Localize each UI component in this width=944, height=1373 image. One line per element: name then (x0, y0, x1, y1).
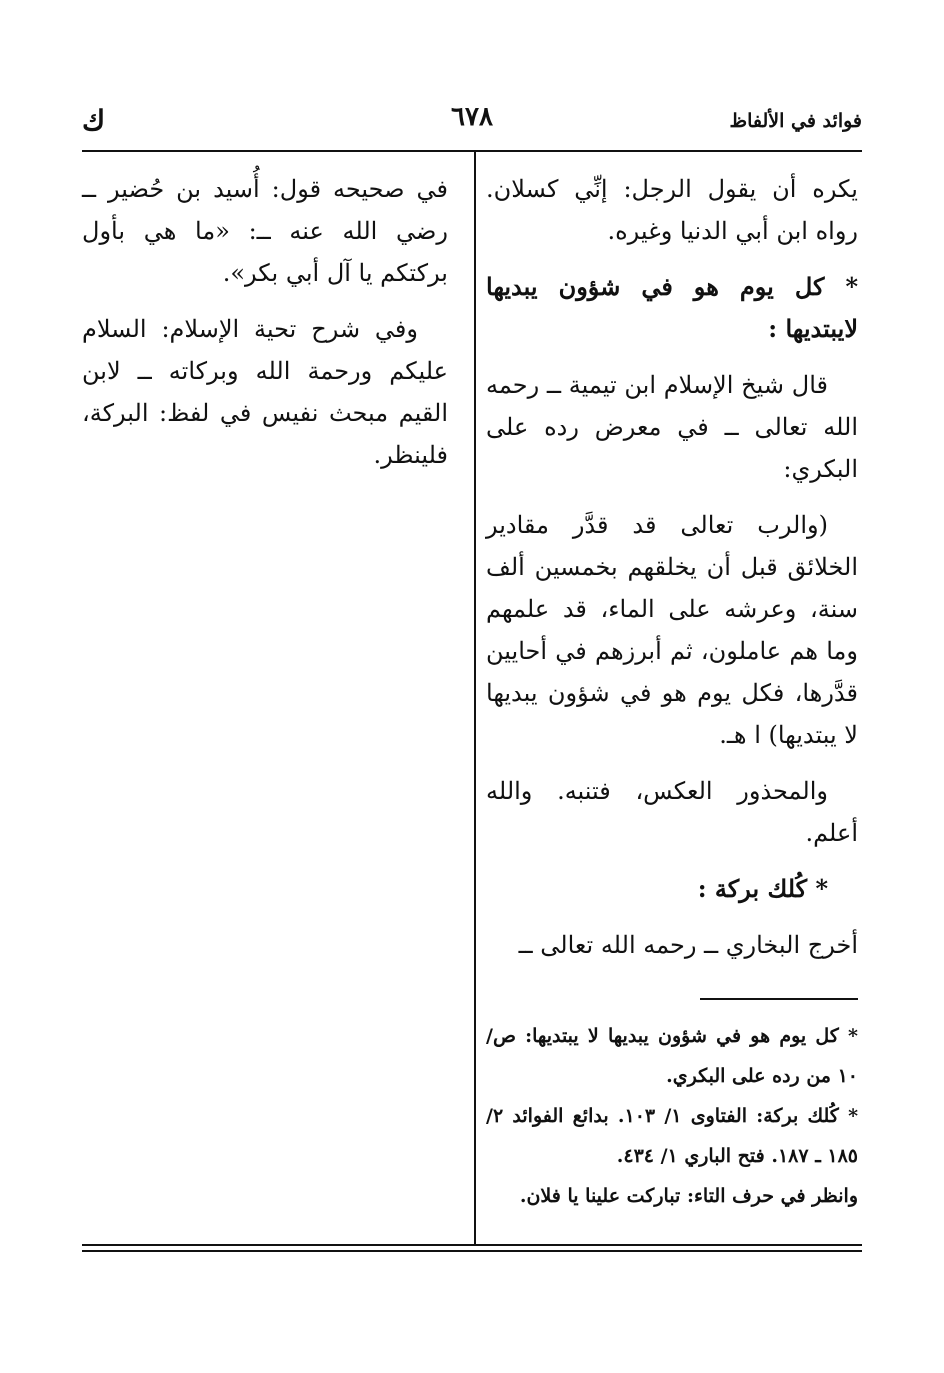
section-letter: ك (82, 104, 106, 137)
paragraph: وفي شرح تحية الإسلام: السلام عليكم ورحمة الله وبركاته ــ لابن القيم مبحث نفيس في لفظ: البركة، فلينظر. (82, 315, 448, 469)
paragraph: يكره أن يقول الرجل: إنِّي كسلان. رواه ابن أبي الدنيا وغيره. (486, 175, 858, 245)
footnote: * كُلك بركة: الفتاوى ١/ ١٠٣. بدائع الفوائد ٢/ ١٨٥ ـ ١٨٧. فتح الباري ١/ ٤٣٤. (486, 1105, 859, 1167)
running-title: فوائد في الألفاظ (729, 110, 862, 132)
entry-heading: * كُلك بركة : (697, 874, 828, 903)
footnotes (486, 1016, 858, 1216)
footer-rule (82, 1244, 862, 1246)
page-number: ٦٧٨ (451, 102, 493, 132)
column-divider (474, 151, 476, 1244)
footer-rule (82, 1250, 862, 1252)
left-column (82, 168, 448, 490)
quotation: (والرب تعالى قد قدَّر مقادير الخلائق قبل أن يخلقهم بخمسين ألف سنة، وعرشه على الماء، قد علمهم وما هم عاملون، ثم أبرزهم في أحايين قدَّرها، فكل يوم هو في شؤون يبديها لا يبتديها) ا هـ. (486, 511, 858, 749)
footnote: * كل يوم هو في شؤون يبديها لا يبتديها: ص/ ١٠ من رده على البكري. (486, 1025, 858, 1087)
paragraph: والمحذور العكس، فتنبه. والله أعلم. (486, 777, 858, 847)
page-header (82, 100, 862, 144)
right-column (486, 168, 858, 980)
paragraph: أخرج البخاري ــ رحمه الله تعالى ــ (518, 931, 858, 959)
header-rule (82, 150, 862, 152)
paragraph: قال شيخ الإسلام ابن تيمية ــ رحمه الله تعالى ــ في معرض رده على البكري: (486, 371, 858, 483)
footnote-separator (700, 998, 858, 1000)
paragraph: في صحيحه قول: أُسيد بن حُضير ــ رضي الله عنه ــ: «ما هي بأول بركتكم يا آل أبي بكر». (82, 175, 448, 287)
entry-heading: * كل يوم هو في شؤون يبديها لايبتديها : (486, 272, 858, 343)
footnote: وانظر في حرف التاء: تباركت علينا يا فلان. (519, 1185, 858, 1207)
